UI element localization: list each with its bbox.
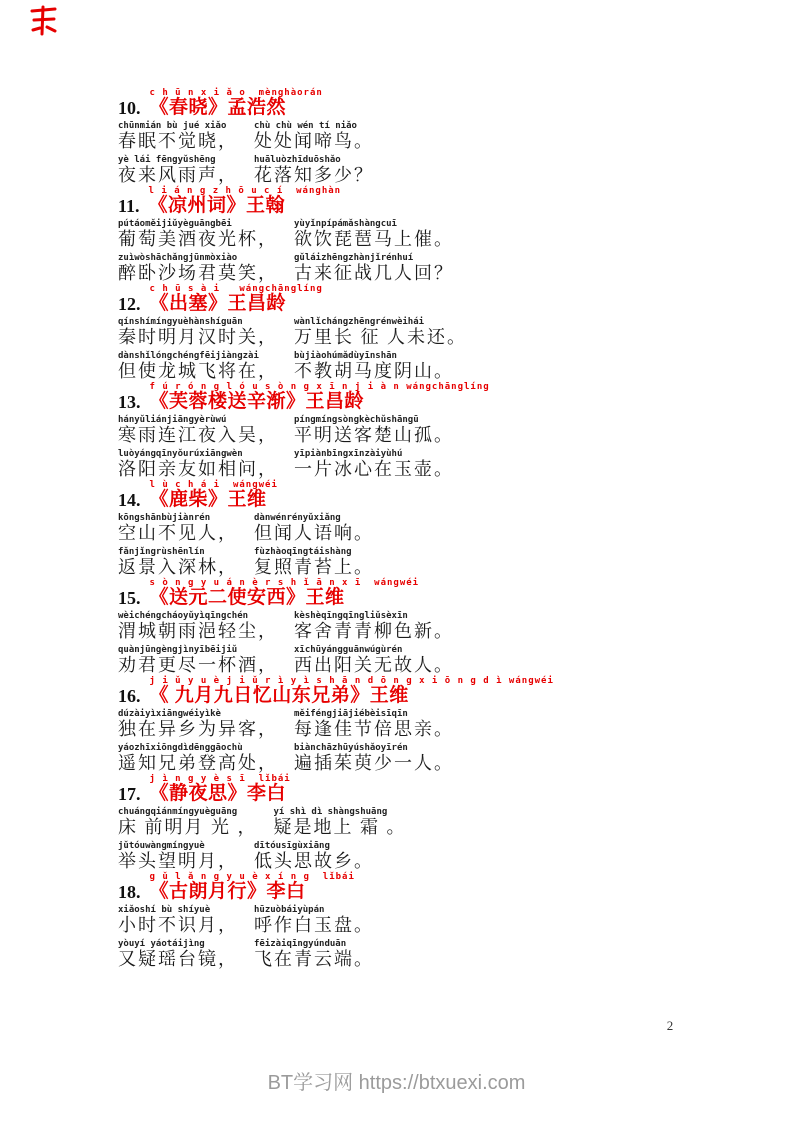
verse-line	[118, 611, 678, 642]
verse-pinyin: jǔtóuwàngmíngyuè	[118, 841, 205, 851]
verse-line	[118, 415, 678, 446]
poem-header	[118, 480, 678, 510]
poem-title: 《芙蓉楼送辛渐》王昌龄	[149, 391, 365, 412]
verse-text: 床 前明月 光 ，	[118, 817, 258, 837]
verse-text: 小时不识月，	[118, 915, 238, 935]
verse-pinyin: hūzuòbáiyùpán	[254, 905, 325, 915]
poem-header	[118, 676, 678, 706]
verse-pinyin: dúzàiyìxiāngwéiyìkè	[118, 709, 221, 719]
verse-line	[118, 807, 678, 838]
verse-text: 遥知兄弟登高处，	[118, 753, 278, 773]
verse-pinyin: dànwénrényǔxiǎng	[254, 513, 341, 523]
poem-section	[118, 676, 678, 774]
poem-title-pinyin: l ù c h á i wángwéi	[149, 480, 278, 490]
poem-title-pinyin: g ǔ l ǎ n g y u è x í n g lǐbái	[149, 872, 355, 882]
poem-number: 11.	[118, 196, 140, 216]
verse-line	[118, 219, 678, 250]
verse-text: 又疑瑶台镜，	[118, 949, 238, 969]
verse-pinyin: yáozhīxiōngdìdēnggāochù	[118, 743, 243, 753]
verse-line	[118, 155, 678, 186]
verse-line	[118, 547, 678, 578]
poem-title: 《静夜思》李白	[149, 783, 287, 804]
verse-pinyin: huāluòzhīduōshǎo	[254, 155, 341, 165]
verse-text: 渭城朝雨浥轻尘，	[118, 621, 278, 641]
verse-text: 一片冰心在玉壶。	[294, 459, 454, 479]
poem-section	[118, 88, 678, 186]
verse-text: 遍插茱萸少一人。	[294, 753, 454, 773]
poem-title-pinyin: c h ū n x i ǎ o mènghàorán	[149, 88, 323, 98]
verse-text: 复照青苔上。	[254, 557, 374, 577]
verse-text: 疑是地上 霜 。	[273, 817, 407, 837]
verse-text: 花落知多少？	[254, 165, 374, 185]
poem-title: 《送元二使安西》王维	[149, 587, 345, 608]
poem-title-pinyin: l i á n g z h ō u c í wánghàn	[148, 186, 342, 196]
poem-number: 13.	[118, 392, 141, 412]
verse-line	[118, 645, 678, 676]
verse-text: 每逢佳节倍思亲。	[294, 719, 454, 739]
verse-line	[118, 449, 678, 480]
verse-text: 醉卧沙场君莫笑，	[118, 263, 278, 283]
poem-number: 14.	[118, 490, 141, 510]
poem-section	[118, 774, 678, 872]
verse-pinyin: hányǔliánjiāngyèrùwú	[118, 415, 227, 425]
poem-title: 《古朗月行》李白	[149, 881, 306, 902]
verse-text: 不教胡马度阴山。	[294, 361, 454, 381]
page-number: 2	[666, 1018, 674, 1033]
poem-title-pinyin: f ú r ó n g l ó u s ò n g x ī n j i à n wángchānglíng	[149, 382, 490, 392]
verse-text: 空山不见人，	[118, 523, 238, 543]
verse-pinyin: dītóusīgùxiāng	[254, 841, 330, 851]
footer-watermark: BT学习网 https://btxuexi.com	[267, 1072, 526, 1094]
poem-section	[118, 872, 678, 970]
verse-text: 举头望明月，	[118, 851, 238, 871]
poem-title: 《凉州词》王翰	[148, 195, 286, 216]
verse-line	[118, 743, 678, 774]
poem-number: 16.	[118, 686, 141, 706]
verse-text: 春眠不觉晓，	[118, 131, 238, 151]
poem-title: 《春晓》孟浩然	[149, 97, 287, 118]
poem-header	[118, 578, 678, 608]
verse-pinyin: yùyǐnpípámǎshàngcuī	[294, 219, 397, 229]
poem-title-pinyin: s ò n g y u á n è r s h ǐ ā n x ī wángwéi	[149, 578, 420, 588]
verse-pinyin: bùjiàohúmǎdùyīnshān	[294, 351, 397, 361]
verse-text: 葡萄美酒夜光杯，	[118, 229, 278, 249]
verse-text: 低头思故乡。	[254, 851, 374, 871]
verse-line	[118, 317, 678, 348]
poem-section	[118, 284, 678, 382]
poem-section	[118, 480, 678, 578]
poem-header	[118, 88, 678, 118]
verse-pinyin: xīchūyángguānwúgùrén	[294, 645, 403, 655]
verse-pinyin: kōngshānbùjiànrén	[118, 513, 211, 523]
verse-pinyin: fēizàiqīngyúnduān	[254, 939, 347, 949]
verse-pinyin: měiféngjiājiébèisīqīn	[294, 709, 408, 719]
verse-text: 但使龙城飞将在，	[118, 361, 278, 381]
verse-pinyin: píngmíngsòngkèchǔshāngū	[294, 415, 419, 425]
verse-line	[118, 253, 678, 284]
poem-title-pinyin: c h ū s à i wángchānglíng	[149, 284, 323, 294]
verse-pinyin: chuángqiánmíngyuèguāng	[118, 807, 238, 817]
verse-pinyin: yè lái fēngyǔshēng	[118, 155, 216, 165]
verse-pinyin: fǎnjǐngrùshēnlín	[118, 547, 205, 557]
verse-line	[118, 351, 678, 382]
verse-pinyin: yí shì dì shàngshuāng	[273, 807, 388, 817]
verse-pinyin: qínshímíngyuèhànshíguān	[118, 317, 243, 327]
verse-text: 处处闻啼鸟。	[254, 131, 374, 151]
verse-text: 夜来风雨声，	[118, 165, 238, 185]
verse-line	[118, 939, 678, 970]
verse-pinyin: biànchāzhūyúshǎoyīrén	[294, 743, 408, 753]
verse-pinyin: wèichéngcháoyǔyìqīngchén	[118, 611, 249, 621]
poem-header	[118, 382, 678, 412]
verse-line	[118, 709, 678, 740]
verse-pinyin: xiǎoshí bù shíyuè	[118, 905, 211, 915]
poem-header	[118, 774, 678, 804]
verse-text: 劝君更尽一杯酒，	[118, 655, 278, 675]
verse-text: 古来征战几人回？	[294, 263, 454, 283]
poem-title-pinyin: j ì n g y è s ī lǐbái	[149, 774, 291, 784]
verse-text: 寒雨连江夜入吴，	[118, 425, 278, 445]
poem-number: 17.	[118, 784, 141, 804]
verse-pinyin: fùzhàoqīngtáishàng	[254, 547, 352, 557]
verse-pinyin: wànlǐchángzhēngrénwèihái	[294, 317, 425, 327]
verse-pinyin: dànshǐlóngchéngfēijiàngzài	[118, 351, 259, 361]
verse-text: 呼作白玉盘。	[254, 915, 374, 935]
poem-number: 18.	[118, 882, 141, 902]
verse-text: 欲饮琵琶马上催。	[294, 229, 454, 249]
verse-text: 洛阳亲友如相问，	[118, 459, 278, 479]
poem-header	[118, 186, 678, 216]
poem-section	[118, 382, 678, 480]
verse-text: 飞在青云端。	[254, 949, 374, 969]
poem-list	[118, 88, 678, 970]
verse-text: 客舍青青柳色新。	[294, 621, 454, 641]
verse-pinyin: zuìwòshāchǎngjūnmòxiào	[118, 253, 238, 263]
verse-pinyin: luòyángqīnyǒurúxiāngwèn	[118, 449, 243, 459]
verse-pinyin: kèshèqīngqīngliǔsèxīn	[294, 611, 408, 621]
poem-header	[118, 872, 678, 902]
verse-text: 西出阳关无故人。	[294, 655, 454, 675]
poem-section	[118, 578, 678, 676]
verse-text: 但闻人语响。	[254, 523, 374, 543]
verse-line	[118, 841, 678, 872]
verse-line	[118, 905, 678, 936]
poem-number: 10.	[118, 98, 141, 118]
verse-line	[118, 513, 678, 544]
verse-line	[118, 121, 678, 152]
poem-title-pinyin: j i ǔ y u è j i ǔ r ì y ì s h ā n d ō n g x i ō n g d ì wángwéi	[149, 676, 554, 686]
verse-pinyin: gǔláizhēngzhànjǐrénhuí	[294, 253, 414, 263]
verse-pinyin: quànjūngèngjìnyībēijiǔ	[118, 645, 238, 655]
verse-text: 万里长 征 人未还。	[294, 327, 467, 347]
poem-number: 15.	[118, 588, 141, 608]
poem-title: 《鹿柴》王维	[149, 489, 267, 510]
poem-number: 12.	[118, 294, 141, 314]
verse-pinyin: chù chù wén tí niǎo	[254, 121, 357, 131]
verse-pinyin: yòuyí yáotáijìng	[118, 939, 205, 949]
verse-text: 返景入深林，	[118, 557, 238, 577]
verse-pinyin: pútáoměijiǔyèguāngbēi	[118, 219, 232, 229]
verse-pinyin: yīpiànbīngxīnzàiyùhú	[294, 449, 403, 459]
poem-title: 《 九月九日忆山东兄弟》王维	[149, 685, 409, 706]
corner-stamp-icon	[28, 4, 60, 38]
poem-section	[118, 186, 678, 284]
verse-text: 独在异乡为异客，	[118, 719, 278, 739]
poem-title: 《出塞》王昌龄	[149, 293, 287, 314]
verse-text: 平明送客楚山孤。	[294, 425, 454, 445]
poem-header	[118, 284, 678, 314]
verse-text: 秦时明月汉时关，	[118, 327, 278, 347]
verse-pinyin: chūnmián bù jué xiǎo	[118, 121, 227, 131]
